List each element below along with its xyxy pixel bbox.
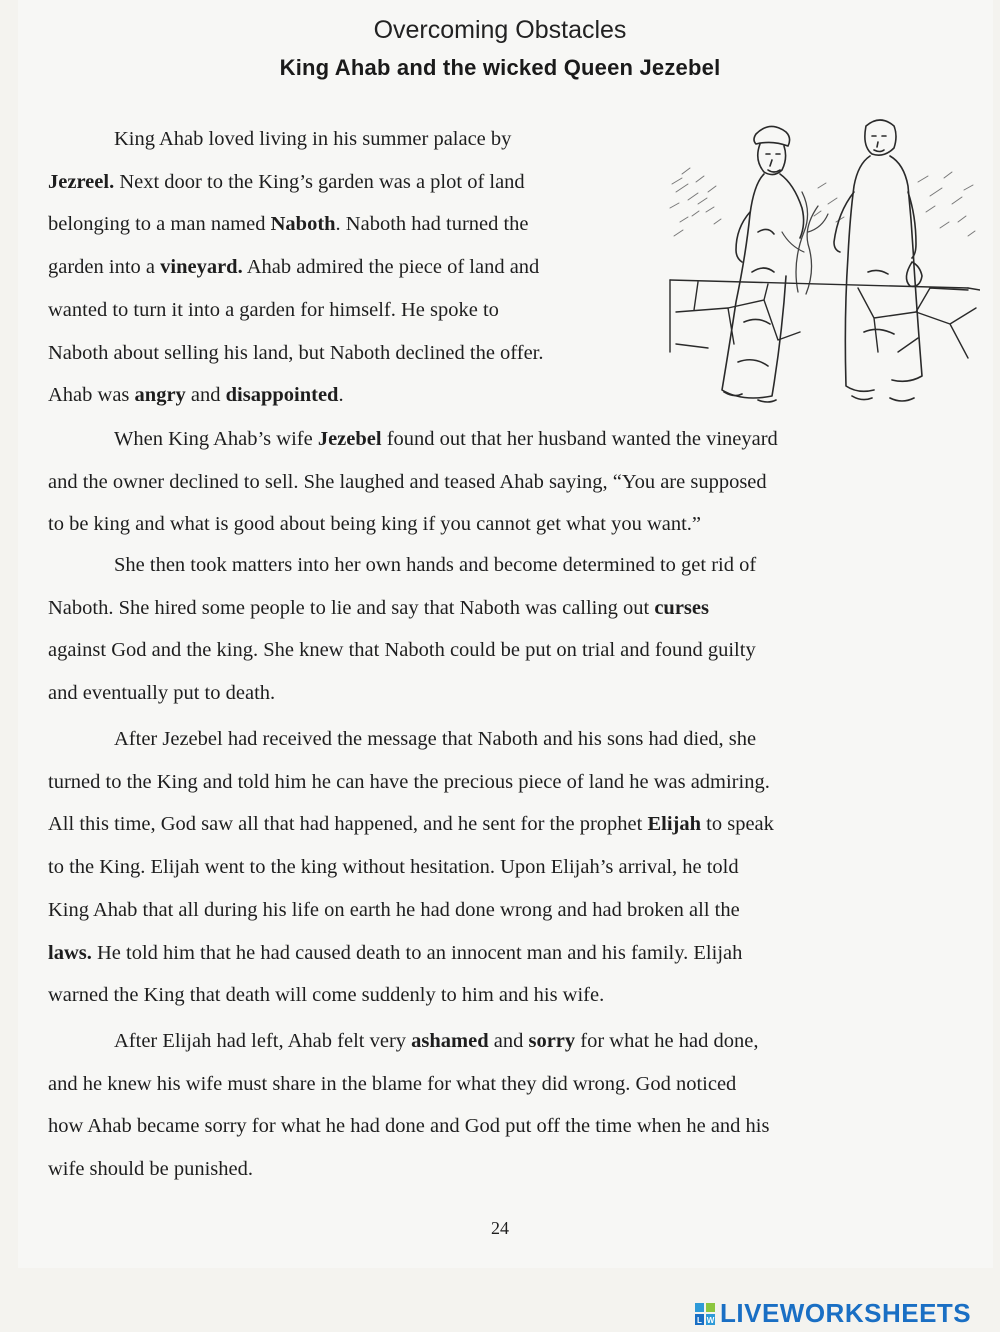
text-line: wife should be punished. xyxy=(48,1158,253,1181)
brand-name: LIVEWORKSHEETS xyxy=(720,1298,972,1328)
text-line: how Ahab became sorry for what he had done and God put off the time when he and his xyxy=(48,1115,770,1138)
logo-letter-w: W xyxy=(706,1315,715,1325)
bold-term-naboth: Naboth xyxy=(270,213,336,236)
bold-term-angry: angry xyxy=(134,384,186,407)
text-line: warned the King that death will come suddenly to him and his wife. xyxy=(48,984,605,1007)
bold-term-ashamed: ashamed xyxy=(411,1030,489,1052)
text-line: She then took matters into her own hands and become determined to get rid of xyxy=(114,554,757,576)
bold-term-elijah: Elijah xyxy=(647,813,702,836)
text-line: and the owner declined to sell. She laughed and teased Ahab saying, “You are supposed xyxy=(48,470,767,493)
ahab-figure xyxy=(722,126,804,402)
text-line: against God and the king. She knew that Naboth could be put on trial and found guilty xyxy=(48,639,756,662)
text-line: After Jezebel had received the message that Naboth and his sons had died, she xyxy=(114,728,757,750)
logo-letter-l: L xyxy=(697,1315,702,1325)
text-run: Naboth. She hired some people to lie and say that Naboth was calling out xyxy=(48,596,655,619)
text-line: and he knew his wife must share in the blame for what they did wrong. God noticed xyxy=(48,1072,737,1095)
text-run: When King Ahab’s wife xyxy=(114,428,318,450)
text-line: King Ahab that all during his life on earth he had done wrong and had broken all the xyxy=(48,898,740,921)
bold-term-laws: laws. xyxy=(48,941,92,964)
bold-term-vineyard: vineyard. xyxy=(160,256,243,279)
text-run: . xyxy=(338,384,344,407)
text-run: to speak xyxy=(701,813,774,836)
text-line: wanted to turn it into a garden for himself. He spoke to xyxy=(48,298,499,321)
bold-term-disappointed: disappointed xyxy=(225,384,339,407)
story-title: King Ahab and the wicked Queen Jezebel xyxy=(279,55,721,80)
naboth-figure xyxy=(834,120,922,401)
page-number: 24 xyxy=(491,1218,509,1238)
ahab-naboth-illustration xyxy=(668,112,980,412)
text-run: Ahab was xyxy=(48,384,135,407)
paragraph-4 xyxy=(48,718,924,1017)
paragraph-1 xyxy=(48,118,648,417)
text-run: and xyxy=(488,1030,529,1052)
bold-term-jezebel: Jezebel xyxy=(317,428,382,450)
vineyard-foliage xyxy=(670,168,975,236)
paragraph-2 xyxy=(48,418,924,546)
text-run: After Elijah had left, Ahab felt very xyxy=(114,1030,412,1052)
text-line: Naboth about selling his land, but Naboth declined the offer. xyxy=(48,341,544,364)
text-run: All this time, God saw all that had happened, and he sent for the prophet xyxy=(48,813,648,836)
text-run: garden into a xyxy=(48,256,161,279)
paragraph-3 xyxy=(48,544,924,715)
text-run: for what he had done, xyxy=(575,1030,759,1052)
bold-term-sorry: sorry xyxy=(528,1030,576,1052)
text-run: found out that her husband wanted the vineyard xyxy=(381,428,778,450)
text-run: belonging to a man named xyxy=(48,213,271,236)
bold-term-curses: curses xyxy=(654,596,709,619)
stone-wall xyxy=(670,280,980,358)
text-run: and xyxy=(185,384,226,407)
text-run: He told him that he had caused death to an innocent man and his family. Elijah xyxy=(91,941,743,964)
liveworksheets-brand[interactable] xyxy=(694,1298,971,1329)
text-line: to the King. Elijah went to the king without hesitation. Upon Elijah’s arrival, he told xyxy=(48,856,739,879)
liveworksheets-logo-icon xyxy=(694,1302,716,1326)
section-heading: Overcoming Obstacles xyxy=(373,16,627,44)
text-line: to be king and what is good about being king if you cannot get what you want.” xyxy=(48,513,702,536)
text-run: . Naboth had turned the xyxy=(335,213,529,236)
text-line: turned to the King and told him he can have the precious piece of land he was admiring. xyxy=(48,770,770,793)
paragraph-5 xyxy=(48,1020,924,1191)
text-line: and eventually put to death. xyxy=(48,682,276,705)
text-run: Next door to the King’s garden was a plot of land xyxy=(114,170,525,193)
text-line: King Ahab loved living in his summer palace by xyxy=(114,128,512,150)
bold-term-jezreel: Jezreel. xyxy=(48,170,115,193)
text-run: Ahab admired the piece of land and xyxy=(242,256,540,279)
